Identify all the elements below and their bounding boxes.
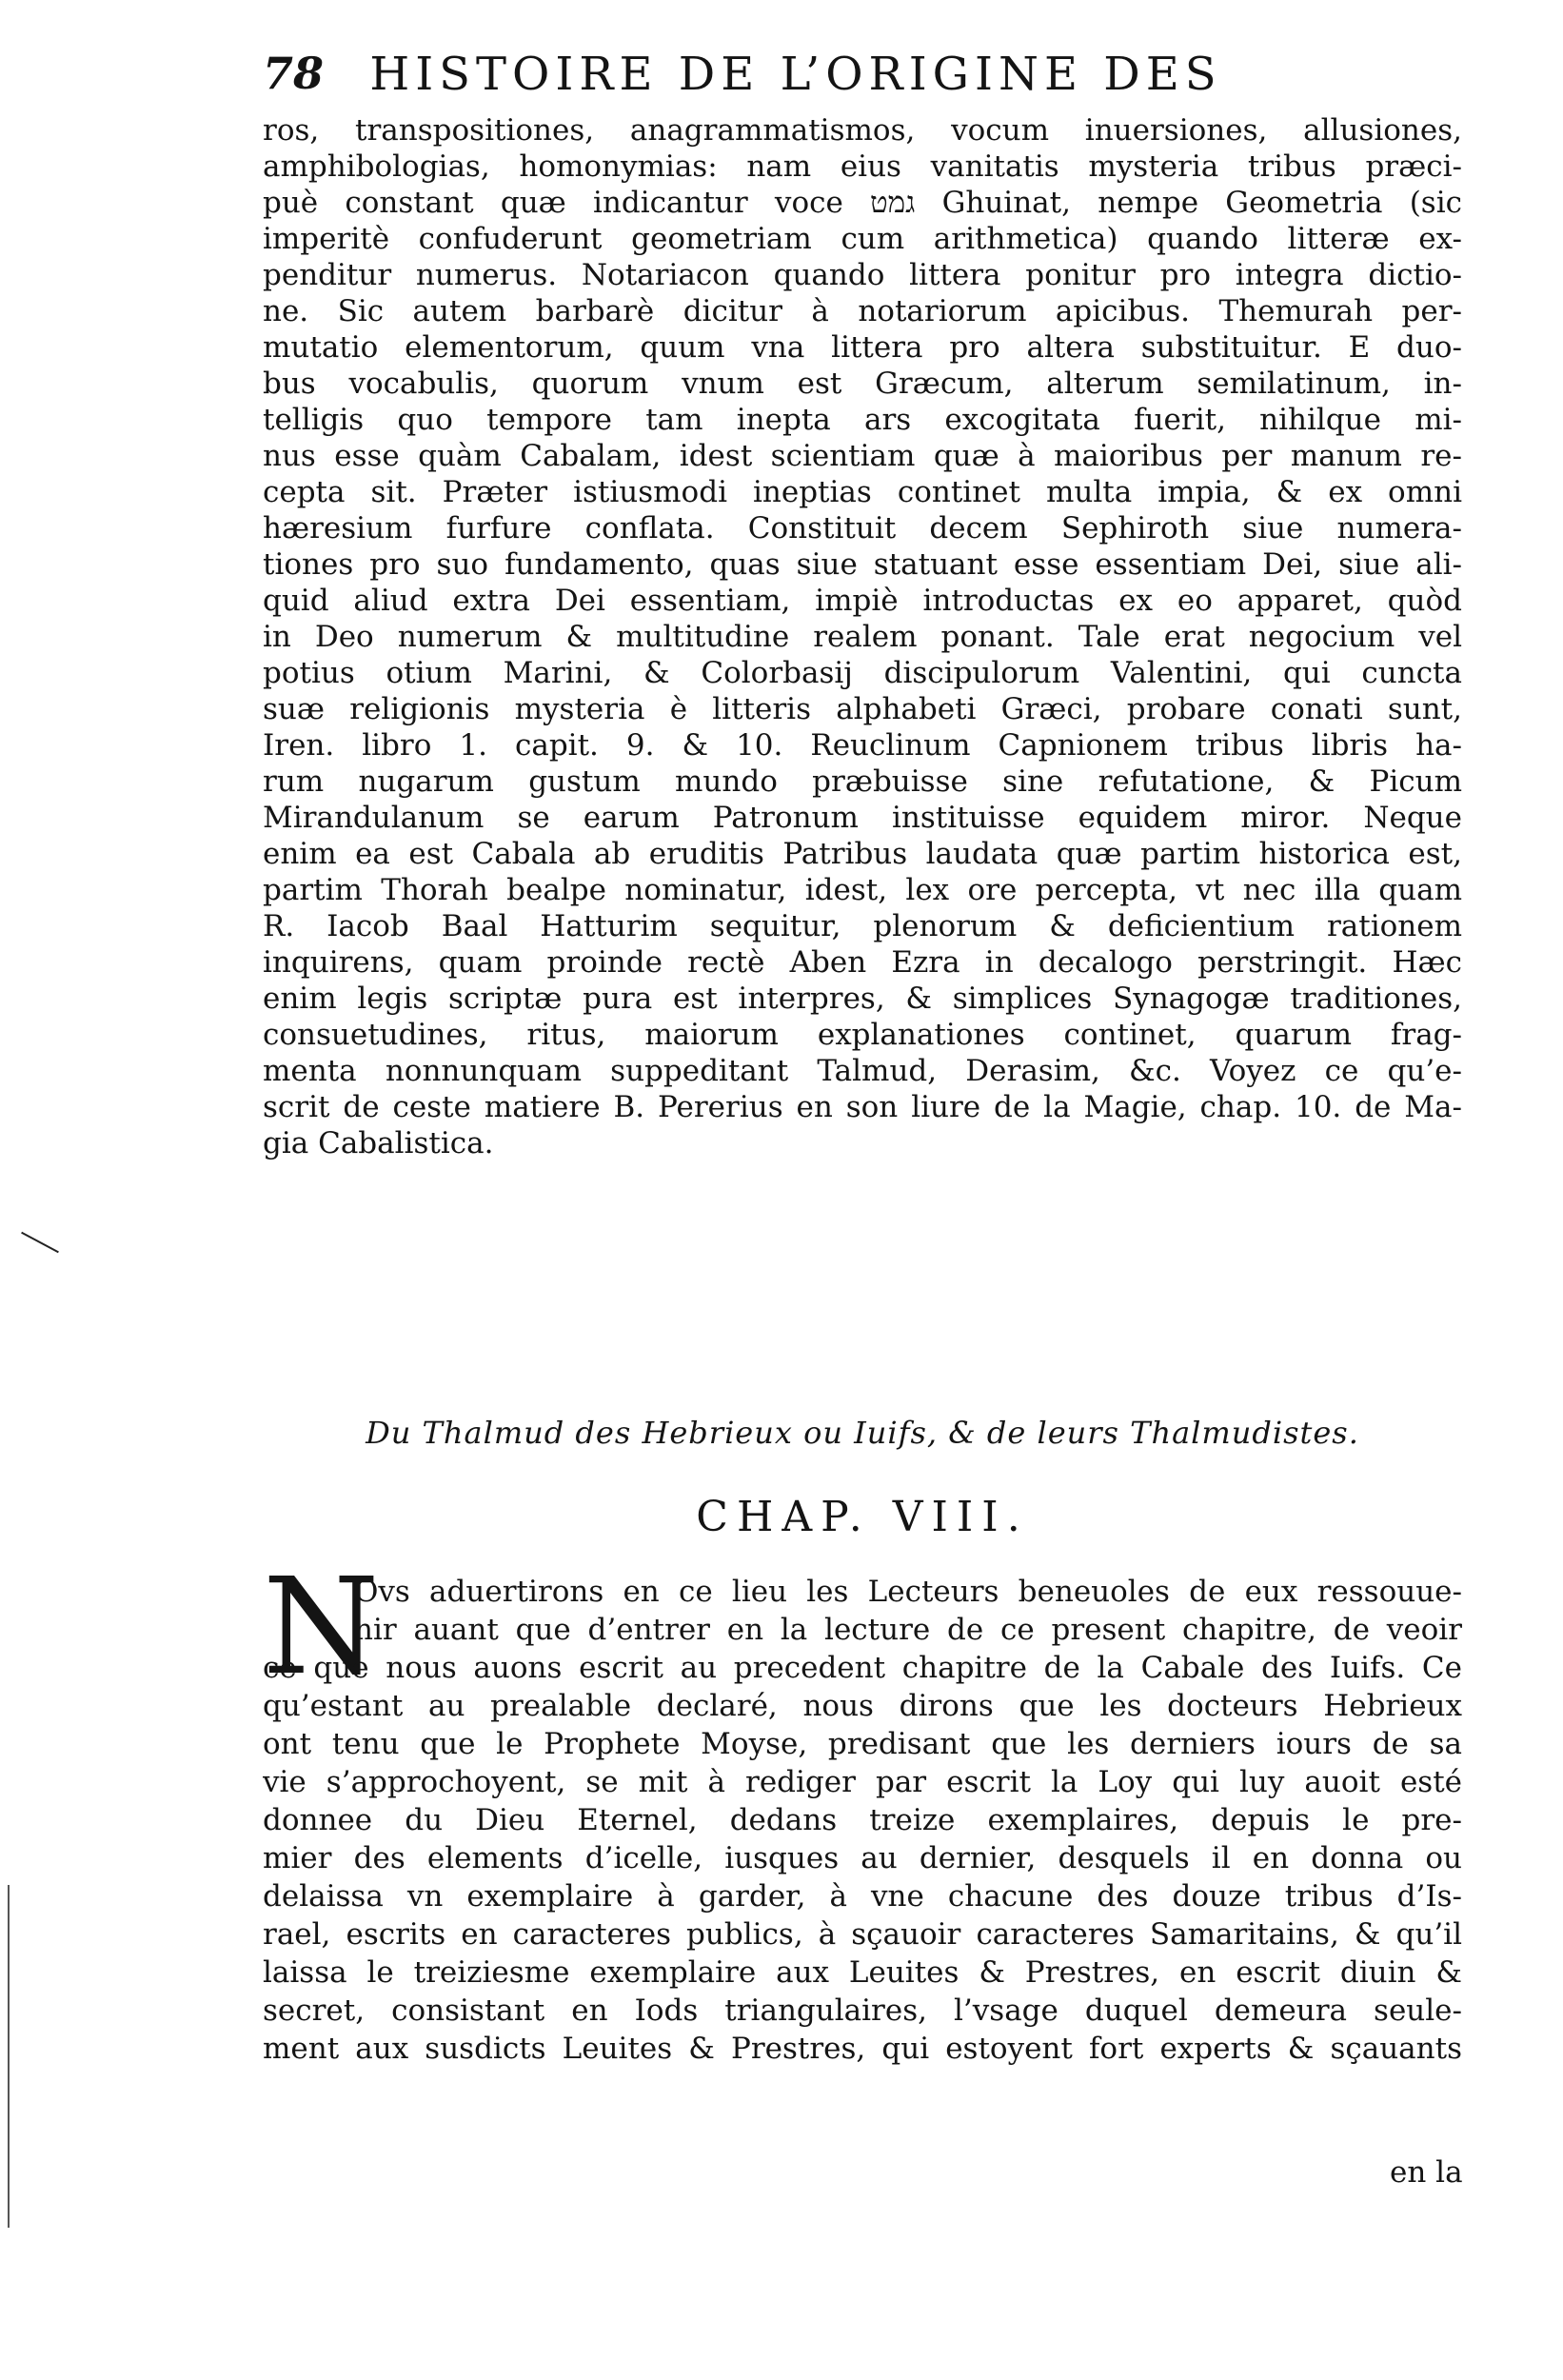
text-line: vie s’approchoyent, se mit à rediger par escrit la Loy qui luy auoit esté bbox=[263, 1765, 1462, 1799]
text-line: ont tenu que le Prophete Moyse, predisant que les derniers iours de sa bbox=[263, 1727, 1462, 1761]
text-line: telligis quo tempore tam inepta ars excogitata fuerit, nihilque mi- bbox=[263, 403, 1462, 437]
text-line: potius otium Marini, & Colorbasij discipulorum Valentini, qui cuncta bbox=[263, 656, 1462, 690]
text-line: Iren. libro 1. capit. 9. & 10. Reuclinum Capnionem tribus libris ha- bbox=[263, 728, 1462, 763]
running-title: HISTOIRE DE L’ORIGINE DES bbox=[369, 48, 1222, 101]
text-line: Mirandulanum se earum Patronum instituisse equidem miror. Neque bbox=[263, 801, 1462, 835]
text-line: ment aux susdicts Leuites & Prestres, qui estoyent fort experts & sçauants bbox=[263, 2032, 1462, 2066]
text-line: rum nugarum gustum mundo præbuisse sine refutatione, & Picum bbox=[263, 764, 1462, 799]
text-line: puè constant quæ indicantur voce גמט Ghuinat, nempe Geometria (sic bbox=[263, 186, 1462, 220]
text-line: rael, escrits en caracteres publics, à sçauoir caracteres Samaritains, & qu’il bbox=[263, 1917, 1462, 1952]
text-line: enim legis scriptæ pura est interpres, & simplices Synagogæ traditiones, bbox=[263, 982, 1462, 1016]
text-line: hæresium furfure conflata. Constituit decem Sephiroth siue numera- bbox=[263, 511, 1462, 545]
text-line: ne. Sic autem barbarè dicitur à notariorum apicibus. Themurah per- bbox=[263, 294, 1462, 328]
text-line: enim ea est Cabala ab eruditis Patribus laudata quæ partim historica est, bbox=[263, 837, 1462, 871]
chapter-paragraph bbox=[263, 1573, 1462, 2068]
chapter-heading: CHAP. VIII. bbox=[696, 1493, 1029, 1541]
text-line: tiones pro suo fundamento, quas siue statuant esse essentiam Dei, siue ali- bbox=[263, 547, 1462, 582]
text-line: secret, consistant en Iods triangulaires, l’vsage duquel demeura seule- bbox=[263, 1993, 1462, 2028]
text-line: in Deo numerum & multitudine realem ponant. Tale erat negocium vel bbox=[263, 620, 1462, 654]
text-line: laissa le treiziesme exemplaire aux Leuites & Prestres, en escrit diuin & bbox=[263, 1955, 1462, 1990]
text-line: suæ religionis mysteria è litteris alphabeti Græci, probare conati sunt, bbox=[263, 692, 1462, 726]
text-line: nus esse quàm Cabalam, idest scientiam quæ à maioribus per manum re- bbox=[263, 439, 1462, 473]
text-line: nir auant que d’entrer en la lecture de ce present chapitre, de veoir bbox=[354, 1613, 1462, 1647]
text-line: inquirens, quam proinde rectè Aben Ezra in decalogo perstringit. Hæc bbox=[263, 945, 1462, 980]
text-line: penditur numerus. Notariacon quando littera ponitur pro integra dictio- bbox=[263, 258, 1462, 292]
text-line: partim Thorah bealpe nominatur, idest, lex ore percepta, vt nec illa quam bbox=[263, 873, 1462, 907]
text-line: bus vocabulis, quorum vnum est Græcum, alterum semilatinum, in- bbox=[263, 367, 1462, 401]
text-line: ce que nous auons escrit au precedent chapitre de la Cabale des Iuifs. Ce bbox=[263, 1651, 1462, 1685]
text-line: menta nonnunquam suppeditant Talmud, Derasim, &c. Voyez ce qu’e- bbox=[263, 1054, 1462, 1088]
text-line: imperitè confuderunt geometriam cum arithmetica) quando litteræ ex- bbox=[263, 222, 1462, 256]
text-line: donnee du Dieu Eternel, dedans treize exemplaires, depuis le pre- bbox=[263, 1803, 1462, 1837]
spine-shadow-line bbox=[8, 1885, 10, 2228]
text-line: R. Iacob Baal Hatturim sequitur, plenorum & deficientium rationem bbox=[263, 909, 1462, 943]
text-line: gia Cabalistica. bbox=[263, 1126, 494, 1160]
text-line: qu’estant au prealable declaré, nous dirons que les docteurs Hebrieux bbox=[263, 1689, 1462, 1723]
text-line: scrit de ceste matiere B. Pererius en son liure de la Magie, chap. 10. de Ma- bbox=[263, 1090, 1462, 1124]
drop-capital: N bbox=[263, 1550, 380, 1705]
running-head bbox=[263, 38, 1329, 114]
text-line: Ovs aduertirons en ce lieu les Lecteurs beneuoles de eux ressouue- bbox=[354, 1575, 1462, 1609]
text-line: amphibologias, homonymias: nam eius vanitatis mysteria tribus præci- bbox=[263, 149, 1462, 184]
margin-pen-mark bbox=[21, 1232, 59, 1253]
text-line: delaissa vn exemplaire à garder, à vne chacune des douze tribus d’Is- bbox=[263, 1879, 1462, 1914]
latin-paragraph bbox=[263, 112, 1462, 1161]
page-number: 78 bbox=[263, 48, 325, 99]
text-line: ros, transpositiones, anagrammatismos, vocum inuersiones, allusiones, bbox=[263, 113, 1462, 148]
text-line: quid aliud extra Dei essentiam, impiè introductas ex eo apparet, quòd bbox=[263, 584, 1462, 618]
text-line: mier des elements d’icelle, iusques au dernier, desquels il en donna ou bbox=[263, 1841, 1462, 1875]
catchword: en la bbox=[1390, 2155, 1463, 2190]
text-line: consuetudines, ritus, maiorum explanationes continet, quarum frag- bbox=[263, 1018, 1462, 1052]
text-line: mutatio elementorum, quum vna littera pro altera substituitur. E duo- bbox=[263, 330, 1462, 365]
text-line: cepta sit. Præter istiusmodi ineptias continet multa impia, & ex omni bbox=[263, 475, 1462, 509]
section-heading: Du Thalmud des Hebrieux ou Iuifs, & de leurs Thalmudistes. bbox=[366, 1415, 1359, 1451]
